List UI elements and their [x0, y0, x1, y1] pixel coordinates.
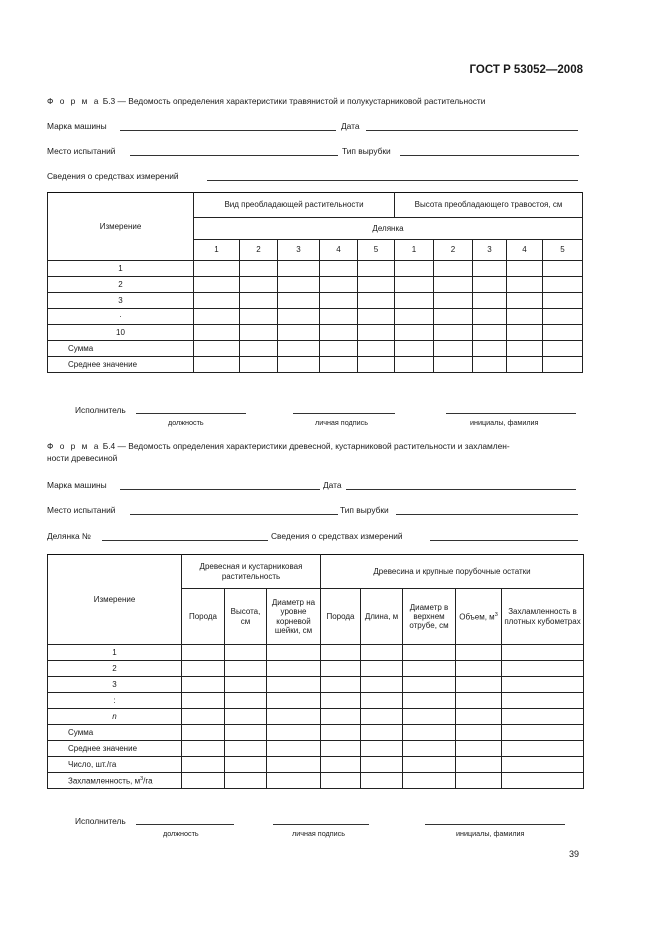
table-cell[interactable]	[543, 309, 583, 325]
table-cell[interactable]	[361, 661, 403, 677]
table-cell[interactable]	[456, 693, 502, 709]
table-cell[interactable]	[473, 261, 507, 277]
position-field[interactable]	[136, 413, 246, 414]
place-label: Место испытаний	[47, 146, 116, 156]
plot-no-field[interactable]	[102, 540, 268, 541]
table-row	[48, 645, 584, 661]
row-label: Сумма	[48, 725, 182, 741]
row-label: 10	[48, 325, 194, 341]
position-caption: должность	[168, 418, 204, 427]
table-cell[interactable]	[278, 277, 320, 293]
col-clutter: Захламленность в плотных кубометрах	[502, 589, 584, 645]
table-cell[interactable]	[502, 645, 584, 661]
col-top-diameter: Диаметр в верхнем отрубе, см	[403, 589, 456, 645]
table-cell[interactable]	[361, 773, 403, 789]
table-cell[interactable]	[395, 341, 434, 357]
table-cell[interactable]	[403, 741, 456, 757]
plot-number: 4	[507, 240, 543, 261]
table-cell[interactable]	[395, 261, 434, 277]
table-cell[interactable]	[278, 261, 320, 277]
plot-number: 2	[434, 240, 473, 261]
table-cell[interactable]	[320, 341, 358, 357]
row-label: 1	[48, 261, 194, 277]
table-cell[interactable]	[320, 261, 358, 277]
table-cell[interactable]	[395, 357, 434, 373]
table-cell[interactable]	[321, 741, 361, 757]
date-label: Дата	[323, 480, 342, 490]
col-volume-sup: 3	[494, 611, 498, 618]
col-height: Высота, см	[225, 589, 267, 645]
table-cell[interactable]	[321, 677, 361, 693]
table-cell[interactable]	[240, 325, 278, 341]
table-cell[interactable]	[240, 309, 278, 325]
table-cell[interactable]	[543, 325, 583, 341]
table-cell[interactable]	[182, 677, 225, 693]
table-cell[interactable]	[473, 277, 507, 293]
page-number: 39	[568, 849, 579, 859]
table-cell[interactable]	[320, 277, 358, 293]
table-cell[interactable]	[182, 645, 225, 661]
table-cell[interactable]	[434, 293, 473, 309]
table-cell[interactable]	[507, 309, 543, 325]
table-cell[interactable]	[456, 741, 502, 757]
table-cell[interactable]	[320, 357, 358, 373]
table-cell[interactable]	[267, 677, 321, 693]
table-cell[interactable]	[473, 341, 507, 357]
group-wood-residues: Древесина и крупные порубочные остатки	[321, 555, 584, 589]
table-cell[interactable]	[225, 677, 267, 693]
table-cell[interactable]	[502, 661, 584, 677]
table-row	[48, 757, 584, 773]
table-row	[48, 725, 584, 741]
machine-field[interactable]	[120, 130, 336, 131]
table-cell[interactable]	[182, 693, 225, 709]
place-field[interactable]	[130, 155, 338, 156]
form-b3-title-text: Б.3 — Ведомость определения характеристики травянистой и полукустарниковой растительности	[102, 96, 486, 106]
table-cell[interactable]	[321, 709, 361, 725]
plot-number: 1	[194, 240, 240, 261]
table-row	[48, 741, 584, 757]
table-cell[interactable]	[321, 693, 361, 709]
table-cell[interactable]	[321, 757, 361, 773]
cut-type-label: Тип вырубки	[340, 505, 389, 515]
table-cell[interactable]	[403, 757, 456, 773]
clutter-label-text: Захламленность, м	[68, 776, 141, 786]
instruments-label: Сведения о средствах измерений	[47, 171, 179, 181]
table-cell[interactable]	[434, 277, 473, 293]
table-cell[interactable]	[182, 741, 225, 757]
form-b4-title	[47, 441, 510, 451]
plot-number: 3	[278, 240, 320, 261]
col-measurement: Измерение	[48, 555, 182, 645]
form-word: Ф о р м а	[47, 441, 101, 451]
table-cell[interactable]	[434, 261, 473, 277]
table-row	[48, 293, 583, 309]
table-cell[interactable]	[240, 293, 278, 309]
table-cell[interactable]	[403, 661, 456, 677]
table-cell[interactable]	[361, 677, 403, 693]
clutter-label-sup: 3	[140, 775, 144, 782]
table-cell[interactable]	[361, 741, 403, 757]
table-cell[interactable]	[267, 757, 321, 773]
table-cell[interactable]	[225, 773, 267, 789]
table-cell[interactable]	[395, 325, 434, 341]
table-cell[interactable]	[267, 661, 321, 677]
row-label: :	[48, 693, 182, 709]
plot-number: 4	[320, 240, 358, 261]
table-cell[interactable]	[321, 645, 361, 661]
table-cell[interactable]	[358, 325, 395, 341]
table-row	[48, 341, 583, 357]
table-cell[interactable]	[194, 341, 240, 357]
position-caption: должность	[163, 829, 199, 838]
plot-number: 1	[395, 240, 434, 261]
table-cell[interactable]	[278, 309, 320, 325]
form-b3-title	[47, 96, 485, 106]
table-row	[48, 693, 584, 709]
table-cell[interactable]	[403, 773, 456, 789]
clutter-label-suffix: /га	[143, 776, 153, 786]
document-code: ГОСТ Р 53052—2008	[469, 64, 583, 76]
table-cell[interactable]	[395, 309, 434, 325]
table-row-clutter	[48, 773, 584, 789]
date-field[interactable]	[346, 489, 576, 490]
plot-number: 5	[358, 240, 395, 261]
table-cell[interactable]	[194, 325, 240, 341]
table-cell[interactable]	[358, 341, 395, 357]
table-cell[interactable]	[543, 261, 583, 277]
table-cell[interactable]	[473, 309, 507, 325]
table-row	[48, 277, 583, 293]
table-cell[interactable]	[361, 709, 403, 725]
place-field[interactable]	[130, 514, 338, 515]
table-cell[interactable]	[403, 709, 456, 725]
table-cell[interactable]	[358, 277, 395, 293]
form-b4-table	[47, 554, 584, 789]
form-word: Ф о р м а	[47, 96, 101, 106]
table-cell[interactable]	[403, 677, 456, 693]
table-cell[interactable]	[543, 277, 583, 293]
row-label	[48, 773, 182, 789]
table-cell[interactable]	[361, 757, 403, 773]
row-label: 2	[48, 661, 182, 677]
table-cell[interactable]	[502, 725, 584, 741]
date-label: Дата	[341, 121, 360, 131]
executor-label: Исполнитель	[75, 405, 126, 415]
table-cell[interactable]	[321, 773, 361, 789]
table-cell[interactable]	[507, 261, 543, 277]
table-cell[interactable]	[456, 709, 502, 725]
table-cell[interactable]	[267, 709, 321, 725]
signature-field[interactable]	[273, 824, 369, 825]
table-cell[interactable]	[321, 661, 361, 677]
table-row	[48, 357, 583, 373]
table-cell[interactable]	[267, 645, 321, 661]
table-cell[interactable]	[225, 661, 267, 677]
table-cell[interactable]	[240, 341, 278, 357]
table-cell[interactable]	[543, 293, 583, 309]
table-cell[interactable]	[225, 741, 267, 757]
machine-label: Марка машины	[47, 121, 107, 131]
signature-field[interactable]	[293, 413, 395, 414]
table-cell[interactable]	[225, 645, 267, 661]
col-measurement: Измерение	[48, 193, 194, 261]
table-cell[interactable]	[278, 293, 320, 309]
table-cell[interactable]	[403, 725, 456, 741]
table-cell[interactable]	[267, 693, 321, 709]
executor-label: Исполнитель	[75, 816, 126, 826]
initials-field[interactable]	[446, 413, 576, 414]
row-label: Среднее значение	[48, 357, 194, 373]
form-b4-title-text: Б.4 — Ведомость определения характеристики древесной, кустарниковой растительности и захламлен-	[102, 441, 510, 451]
table-cell[interactable]	[543, 357, 583, 373]
table-cell[interactable]	[434, 357, 473, 373]
table-cell[interactable]	[182, 661, 225, 677]
row-label: ·	[48, 309, 194, 325]
table-cell[interactable]	[225, 757, 267, 773]
table-cell[interactable]	[194, 277, 240, 293]
table-cell[interactable]	[502, 773, 584, 789]
table-cell[interactable]	[320, 309, 358, 325]
signature-caption: личная подпись	[292, 829, 345, 838]
table-cell[interactable]	[182, 773, 225, 789]
group-wood-shrub: Древесная и кустарниковая растительность	[182, 555, 321, 589]
table-cell[interactable]	[434, 341, 473, 357]
cut-type-label: Тип вырубки	[342, 146, 391, 156]
table-cell[interactable]	[182, 725, 225, 741]
table-cell[interactable]	[240, 261, 278, 277]
cut-type-field[interactable]	[400, 155, 579, 156]
plot-number: 3	[473, 240, 507, 261]
table-cell[interactable]	[395, 293, 434, 309]
row-label: 2	[48, 277, 194, 293]
instruments-label: Сведения о средствах измерений	[271, 531, 403, 541]
date-field[interactable]	[366, 130, 578, 131]
row-label: Сумма	[48, 341, 194, 357]
instruments-field[interactable]	[207, 180, 578, 181]
table-row	[48, 261, 583, 277]
col-volume	[456, 589, 502, 645]
table-cell[interactable]	[278, 341, 320, 357]
row-label: Среднее значение	[48, 741, 182, 757]
table-cell[interactable]	[502, 757, 584, 773]
table-cell[interactable]	[240, 277, 278, 293]
table-cell[interactable]	[182, 757, 225, 773]
form-b3-table	[47, 192, 583, 373]
col-volume-text: Объем, м	[459, 612, 495, 622]
table-cell[interactable]	[502, 709, 584, 725]
table-cell[interactable]	[456, 725, 502, 741]
table-cell[interactable]	[395, 277, 434, 293]
table-cell[interactable]	[403, 693, 456, 709]
cut-type-field[interactable]	[396, 514, 578, 515]
table-cell[interactable]	[456, 773, 502, 789]
table-row	[48, 709, 584, 725]
place-label: Место испытаний	[47, 505, 116, 515]
position-field[interactable]	[136, 824, 234, 825]
plot-number: 5	[543, 240, 583, 261]
table-cell[interactable]	[358, 357, 395, 373]
row-label: 3	[48, 293, 194, 309]
table-row	[48, 661, 584, 677]
table-cell[interactable]	[507, 341, 543, 357]
initials-caption: инициалы, фамилия	[456, 829, 525, 838]
table-cell[interactable]	[456, 757, 502, 773]
table-cell[interactable]	[267, 741, 321, 757]
table-row	[48, 677, 584, 693]
table-cell[interactable]	[502, 741, 584, 757]
table-cell[interactable]	[194, 357, 240, 373]
table-cell[interactable]	[456, 661, 502, 677]
initials-field[interactable]	[425, 824, 565, 825]
table-cell[interactable]	[194, 261, 240, 277]
table-cell[interactable]	[456, 645, 502, 661]
table-cell[interactable]	[320, 325, 358, 341]
form-b4-title-line2: ности древесиной	[47, 453, 118, 463]
table-cell[interactable]	[543, 341, 583, 357]
form-b4-body	[48, 645, 584, 773]
plot-no-label: Делянка №	[47, 531, 91, 541]
row-label: Число, шт./га	[48, 757, 182, 773]
table-cell[interactable]	[240, 357, 278, 373]
table-cell[interactable]	[225, 725, 267, 741]
machine-field[interactable]	[120, 489, 320, 490]
row-label: 1	[48, 645, 182, 661]
table-cell[interactable]	[456, 677, 502, 693]
machine-label: Марка машины	[47, 480, 107, 490]
table-cell[interactable]	[434, 309, 473, 325]
table-cell[interactable]	[361, 725, 403, 741]
table-cell[interactable]	[502, 677, 584, 693]
table-cell[interactable]	[320, 293, 358, 309]
group-vegetation-type: Вид преобладающей растительности	[194, 193, 395, 218]
table-cell[interactable]	[194, 293, 240, 309]
table-cell[interactable]	[473, 293, 507, 309]
col-length: Длина, м	[361, 589, 403, 645]
col-root-diameter: Диаметр на уровне корневой шейки, см	[267, 589, 321, 645]
instruments-field[interactable]	[430, 540, 578, 541]
table-cell[interactable]	[225, 709, 267, 725]
table-cell[interactable]	[434, 325, 473, 341]
table-cell[interactable]	[361, 693, 403, 709]
table-row	[48, 325, 583, 341]
table-cell[interactable]	[473, 357, 507, 373]
table-cell[interactable]	[278, 357, 320, 373]
col-species-2: Порода	[321, 589, 361, 645]
table-cell[interactable]	[507, 325, 543, 341]
table-cell[interactable]	[321, 725, 361, 741]
signature-caption: личная подпись	[315, 418, 368, 427]
table-row	[48, 309, 583, 325]
table-cell[interactable]	[267, 773, 321, 789]
table-cell[interactable]	[403, 645, 456, 661]
plot-header: Делянка	[194, 218, 583, 240]
table-cell[interactable]	[358, 309, 395, 325]
table-cell[interactable]	[267, 725, 321, 741]
group-grass-height: Высота преобладающего травостоя, см	[395, 193, 583, 218]
table-cell[interactable]	[278, 325, 320, 341]
table-cell[interactable]	[361, 645, 403, 661]
plot-number: 2	[240, 240, 278, 261]
initials-caption: инициалы, фамилия	[470, 418, 539, 427]
table-cell[interactable]	[473, 325, 507, 341]
table-cell[interactable]	[502, 693, 584, 709]
table-cell[interactable]	[507, 277, 543, 293]
col-species: Порода	[182, 589, 225, 645]
table-cell[interactable]	[507, 357, 543, 373]
row-label: n	[48, 709, 182, 725]
table-cell[interactable]	[194, 309, 240, 325]
table-cell[interactable]	[358, 261, 395, 277]
table-cell[interactable]	[507, 293, 543, 309]
row-label: 3	[48, 677, 182, 693]
table-cell[interactable]	[182, 709, 225, 725]
table-cell[interactable]	[358, 293, 395, 309]
form-b3-body	[48, 261, 583, 373]
table-cell[interactable]	[225, 693, 267, 709]
